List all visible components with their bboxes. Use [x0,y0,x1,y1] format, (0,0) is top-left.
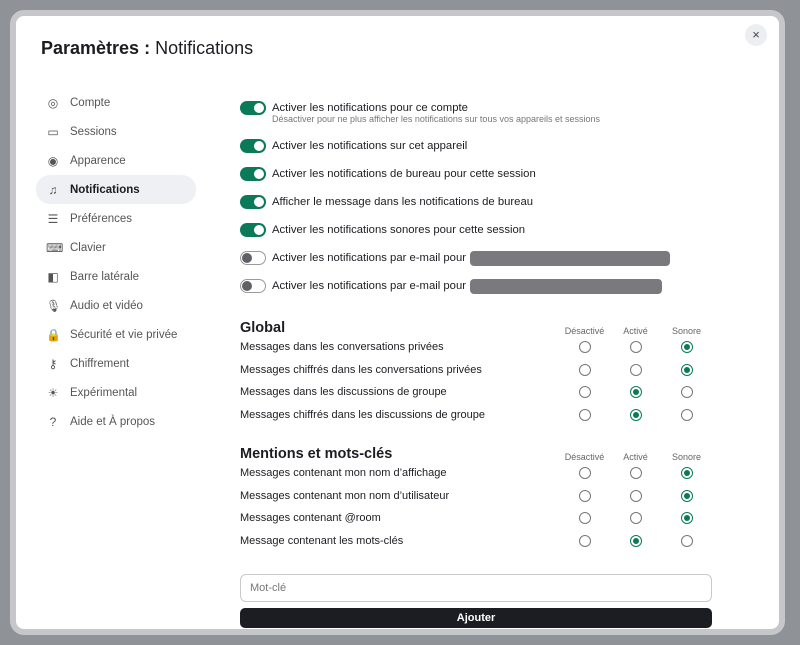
sidebar-item-9[interactable] [36,349,196,378]
toggle-switch[interactable] [240,251,266,265]
column-header: Désactivé [564,326,605,336]
sidebar-item-label: Préférences [70,212,133,225]
row-label: Messages chiffrés dans les discussions de groupe [240,408,485,421]
sidebar-item-label: Notifications [70,183,140,196]
radio-button[interactable] [579,341,591,353]
sidebar-item-0[interactable] [36,88,196,117]
close-icon: × [752,27,760,42]
notification-section [240,314,712,426]
devices-icon: ▭ [47,124,59,139]
sidebar-item-label: Barre latérale [70,270,140,283]
table-row [240,336,712,359]
notification-section [240,440,712,552]
sidebar-item-2[interactable] [36,146,196,175]
sidebar-item-10[interactable] [36,378,196,407]
bell-icon: ♫ [48,182,58,197]
toggle-label: Activer les notifications sonores pour cette session [272,224,526,236]
radio-button[interactable] [681,364,693,376]
settings-dialog [10,10,785,635]
column-header: Activé [623,326,648,336]
redacted-email [470,279,662,294]
toggle-label: Activer les notifications pour ce compte [272,102,468,114]
toggle-label: Afficher le message dans les notifications de bureau [272,196,534,208]
radio-button[interactable] [681,490,693,502]
sidebar-item-6[interactable] [36,262,196,291]
radio-button[interactable] [579,409,591,421]
column-header: Activé [623,452,648,462]
lightbulb-icon: ☀ [47,385,59,400]
radio-button[interactable] [630,512,642,524]
sidebar-item-4[interactable] [36,204,196,233]
toggle-switch[interactable] [240,167,266,181]
table-row [240,507,712,530]
keyboard-icon: ⌨ [46,240,64,255]
toggle-switch[interactable] [240,279,266,293]
toggle-switch[interactable] [240,223,266,237]
radio-button[interactable] [579,386,591,398]
radio-button[interactable] [630,467,642,479]
radio-button[interactable] [579,490,591,502]
sidebar-item-label: Audio et vidéo [70,299,143,312]
sidebar-item-1[interactable] [36,117,196,146]
keyword-input[interactable]: Mot-clé [240,574,712,602]
eye-icon: ◉ [47,153,59,168]
row-label: Messages contenant @room [240,512,381,525]
radio-button[interactable] [579,467,591,479]
toggle-row [240,244,712,272]
radio-button[interactable] [579,535,591,547]
redacted-email [470,251,670,266]
sidebar-item-label: Aide et À propos [70,415,156,428]
radio-button[interactable] [681,386,693,398]
row-label: Messages dans les conversations privées [240,341,444,354]
microphone-icon: 🎙 [46,298,62,313]
sidebar-item-label: Compte [70,96,111,109]
radio-button[interactable] [630,490,642,502]
lock-icon: 🔒 [46,327,61,342]
row-label: Messages chiffrés dans les conversations privées [240,363,482,376]
table-row [240,530,712,553]
add-keyword-button[interactable]: Ajouter [240,608,712,628]
toggle-switch[interactable] [240,101,266,115]
row-label: Messages contenant mon nom d’affichage [240,467,447,480]
toggle-row [240,188,712,216]
section-title: Global [240,320,286,336]
radio-button[interactable] [681,535,693,547]
row-label: Messages dans les discussions de groupe [240,386,447,399]
column-header: Sonore [671,326,702,336]
toggle-label: Activer les notifications sur cet appareil [272,140,468,152]
sidebar-item-label: Clavier [70,241,106,254]
sidebar-item-label: Expérimental [70,386,138,399]
table-row [240,381,712,404]
toggle-row [240,272,712,300]
section-title: Mentions et mots-clés [240,446,393,462]
radio-button[interactable] [681,341,693,353]
radio-button[interactable] [630,364,642,376]
radio-button[interactable] [681,467,693,479]
sidebar-item-11[interactable] [36,407,196,436]
toggle-row [240,132,712,160]
sidebar-item-label: Sessions [70,125,117,138]
radio-button[interactable] [579,364,591,376]
radio-button[interactable] [630,409,642,421]
page-title: Paramètres : Notifications [41,38,254,58]
table-row [240,462,712,485]
sidebar-item-7[interactable] [36,291,196,320]
sidebar-item-label: Apparence [70,154,126,167]
sidebar-item-label: Chiffrement [70,357,130,370]
toggle-row [240,216,712,244]
table-row [240,485,712,508]
row-label: Message contenant les mots-clés [240,534,404,547]
preferences-icon: ☰ [47,211,59,226]
toggle-row [240,160,712,188]
radio-button[interactable] [630,341,642,353]
radio-button[interactable] [630,535,642,547]
sidebar-item-8[interactable] [36,320,196,349]
radio-button[interactable] [681,512,693,524]
toggle-label: Activer les notifications par e-mail pour [272,252,467,264]
column-header: Désactivé [564,452,605,462]
notifications-panel [240,94,712,628]
toggle-label: Activer les notifications par e-mail pour [272,280,467,292]
table-row [240,359,712,382]
help-icon: ? [49,414,57,429]
radio-button[interactable] [681,409,693,421]
sidebar-icon: ◧ [47,269,59,284]
user-circle-icon: ◎ [47,95,59,110]
toggle-description: Désactiver pour ne plus afficher les notifications sur tous vos appareils et sessions [272,114,600,124]
row-label: Messages contenant mon nom d’utilisateur [240,489,450,502]
toggle-switch[interactable] [240,139,266,153]
column-header: Sonore [671,452,702,462]
radio-button[interactable] [630,386,642,398]
table-row [240,404,712,427]
sidebar-item-5[interactable] [36,233,196,262]
toggle-label: Activer les notifications de bureau pour cette session [272,168,536,180]
close-button[interactable] [745,24,767,46]
key-icon: ⚷ [48,356,58,371]
sidebar-item-label: Sécurité et vie privée [70,328,178,341]
toggle-switch[interactable] [240,195,266,209]
radio-button[interactable] [579,512,591,524]
settings-sidebar [36,88,196,436]
sidebar-item-3[interactable] [36,175,196,204]
